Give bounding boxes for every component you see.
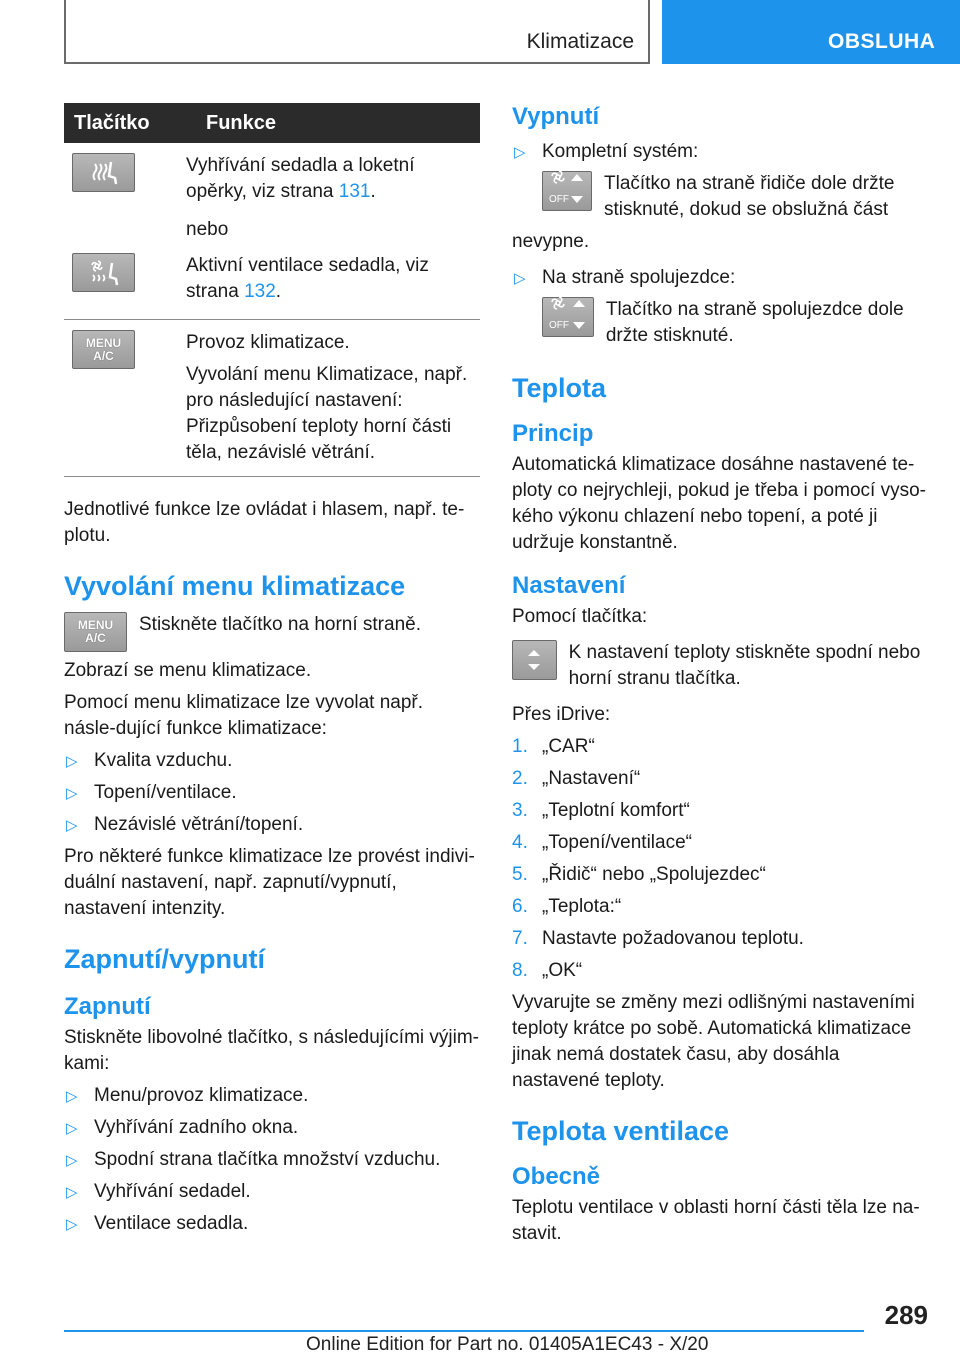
- list-item: 5. „Řidič“ nebo „Spolujezdec“: [512, 864, 766, 885]
- fan-off-icon: OFF: [542, 297, 594, 337]
- list-item: ▷ Nezávislé větrání/topení.: [64, 812, 480, 838]
- paragraph: Teplotu ventilace v oblasti horní části těla lze na-stavit.: [512, 1197, 920, 1244]
- paragraph: Přes iDrive:: [512, 704, 611, 725]
- heading-temperature: Teplota: [512, 373, 606, 403]
- list-item: ▷ Kvalita vzduchu.: [64, 748, 480, 774]
- paragraph: Pomocí tlačítka:: [512, 606, 648, 627]
- edition-footer: Online Edition for Part no. 01405A1EC43 - X/20: [306, 1334, 709, 1355]
- paragraph: Pomocí menu klimatizace lze vyvolat např. násle-dující funkce klimatizace:: [64, 692, 424, 739]
- list-item: 4. „Topení/ventilace“: [512, 832, 692, 853]
- footer-divider: [64, 1330, 864, 1332]
- heading-principle: Princip: [512, 420, 594, 447]
- heading-vent-temp: Teplota ventilace: [512, 1116, 730, 1146]
- triangle-bullet-icon: ▷: [514, 144, 526, 161]
- heading-on-off: Zapnutí/vypnutí: [64, 944, 265, 974]
- right-column: Vypnutí ▷ Kompletní systém: OFF Tlačítko na straně řidiče dole držte stisknuté, dokud se obslužná část nevypne. ▷ Na straně spolujezdce: OFF Tlačítko na straně spolujezdce dole držte stisknuté. Teplota Princip Automatická klimatizace dosáhne nastavené te-ploty co nejrychleji, pokud je třeba i pomocí vyso-kého výkonu chlazení nebo topení, a poté ji udržuje konstantně. Nastavení Pomocí tlačítka: K nastavení teploty stiskněte spodní nebo horní stranu tlačítka. Přes iDrive: 1. „CAR“ 2. „Nastavení“ 3. „Teplotní komfort“ 4. „Topení/ventilace“ 5. „Řidič“ nebo „Spolujezdec“ 6. „Teplota:“ 7. Nastavte požadovanou teplotu. 8. „OK“ Vyvarujte se změny mezi odlišnými nastaveními teploty krátce po sobě. Automatická klimatizace jinak nemá dostatek času, aby dosáhla nastavené teploty. Teplota ventilace Obecně Teplotu ventilace v oblasti horní části těla lze na-stavit.: [512, 103, 932, 1253]
- page-number: 289: [884, 1300, 928, 1330]
- seat-ventilation-icon: [72, 253, 135, 292]
- heading-menu: Vyvolání menu klimatizace: [64, 571, 406, 601]
- seat-heating-icon: [72, 153, 135, 192]
- left-column: [64, 103, 480, 1243]
- heading-general: Obecně: [512, 1163, 601, 1190]
- exception-list: [64, 1083, 480, 1237]
- menu-ac-icon: MENU A/C: [72, 330, 135, 369]
- triangle-bullet-icon: ▷: [66, 785, 78, 802]
- list-item: ▷ Spodní strana tlačítka množství vzduchu.: [64, 1147, 480, 1173]
- page-link[interactable]: 132: [244, 281, 276, 302]
- list-item: ▷ Kompletní systém: OFF Tlačítko na straně řidiče dole držte stisknuté, dokud se obslužná část nevypne.: [512, 141, 895, 252]
- heading-setting: Nastavení: [512, 572, 626, 599]
- triangle-bullet-icon: ▷: [514, 270, 526, 287]
- list-item: 8. „OK“: [512, 960, 583, 981]
- chapter-tab: [662, 0, 960, 64]
- table-row-extra: nebo: [186, 219, 229, 240]
- paragraph: Zobrazí se menu klimatizace.: [64, 660, 312, 681]
- table-row-text: Aktivní ventilace sedadla, viz strana 132.: [186, 243, 480, 320]
- off-list: [512, 139, 932, 349]
- table-row-text: Provoz klimatizace. Vyvolání menu Klimatizace, např. pro následující nastavení: Přizpůsobení teploty horní části těla, nezávislé větrání.: [186, 320, 480, 477]
- list-item: 6. „Teplota:“: [512, 896, 622, 917]
- menu-function-list: [64, 748, 480, 838]
- list-item: ▷ Vyhřívání sedadel.: [64, 1179, 480, 1205]
- list-item: 7. Nastavte požadovanou teplotu.: [512, 928, 804, 949]
- triangle-bullet-icon: ▷: [66, 817, 78, 834]
- menu-instruction: Stiskněte tlačítko na horní straně.: [139, 614, 421, 635]
- intro-paragraph: Jednotlivé funkce lze ovládat i hlasem, např. te-plotu.: [64, 499, 465, 546]
- paragraph: Vyvarujte se změny mezi odlišnými nastaveními teploty krátce po sobě. Automatická klimatizace jinak nemá dostatek času, aby dosáhla nastavené teploty.: [512, 992, 915, 1091]
- triangle-bullet-icon: ▷: [66, 753, 78, 770]
- header-bar: [64, 0, 650, 64]
- list-item: 2. „Nastavení“: [512, 768, 641, 789]
- table-header-button: Tlačítko: [64, 103, 186, 143]
- list-item: 1. „CAR“: [512, 736, 595, 757]
- list-item: ▷ Vyhřívání zadního okna.: [64, 1115, 480, 1141]
- triangle-bullet-icon: ▷: [66, 1216, 78, 1233]
- menu-ac-icon: MENU A/C: [64, 612, 127, 652]
- section-title: Klimatizace: [526, 30, 634, 53]
- table-row-text: Vyhřívání sedadla a loketní opěrky, viz strana 131. nebo: [186, 143, 480, 243]
- paragraph: Stiskněte libovolné tlačítko, s následujícími výjim-kami:: [64, 1027, 479, 1074]
- chapter-tab-label: OBSLUHA: [828, 30, 936, 53]
- triangle-bullet-icon: ▷: [66, 1120, 78, 1137]
- idrive-steps: [512, 734, 932, 984]
- list-item: ▷ Topení/ventilace.: [64, 780, 480, 806]
- paragraph: Automatická klimatizace dosáhne nastavené te-ploty co nejrychleji, pokud je třeba i pomocí vyso-kého výkonu chlazení nebo topení, a poté ji udržuje konstantně.: [512, 454, 926, 553]
- table-header-function: Funkce: [186, 103, 480, 143]
- list-item: ▷ Ventilace sedadla.: [64, 1211, 480, 1237]
- page-link[interactable]: 131: [338, 181, 371, 202]
- triangle-bullet-icon: ▷: [66, 1152, 78, 1169]
- triangle-bullet-icon: ▷: [66, 1184, 78, 1201]
- temperature-rocker-icon: [512, 640, 557, 680]
- paragraph: Pro některé funkce klimatizace lze provést indivi-duální nastavení, např. zapnutí/vypnutí, nastavení intenzity.: [64, 846, 475, 919]
- triangle-bullet-icon: ▷: [66, 1088, 78, 1105]
- fan-off-icon: OFF: [542, 171, 592, 211]
- heading-on: Zapnutí: [64, 993, 151, 1020]
- list-item: ▷ Menu/provoz klimatizace.: [64, 1083, 480, 1109]
- heading-off: Vypnutí: [512, 103, 600, 130]
- button-function-table: [64, 103, 480, 477]
- list-item: ▷ Na straně spolujezdce: OFF Tlačítko na straně spolujezdce dole držte stisknuté.: [514, 267, 904, 346]
- list-item: 3. „Teplotní komfort“: [512, 800, 690, 821]
